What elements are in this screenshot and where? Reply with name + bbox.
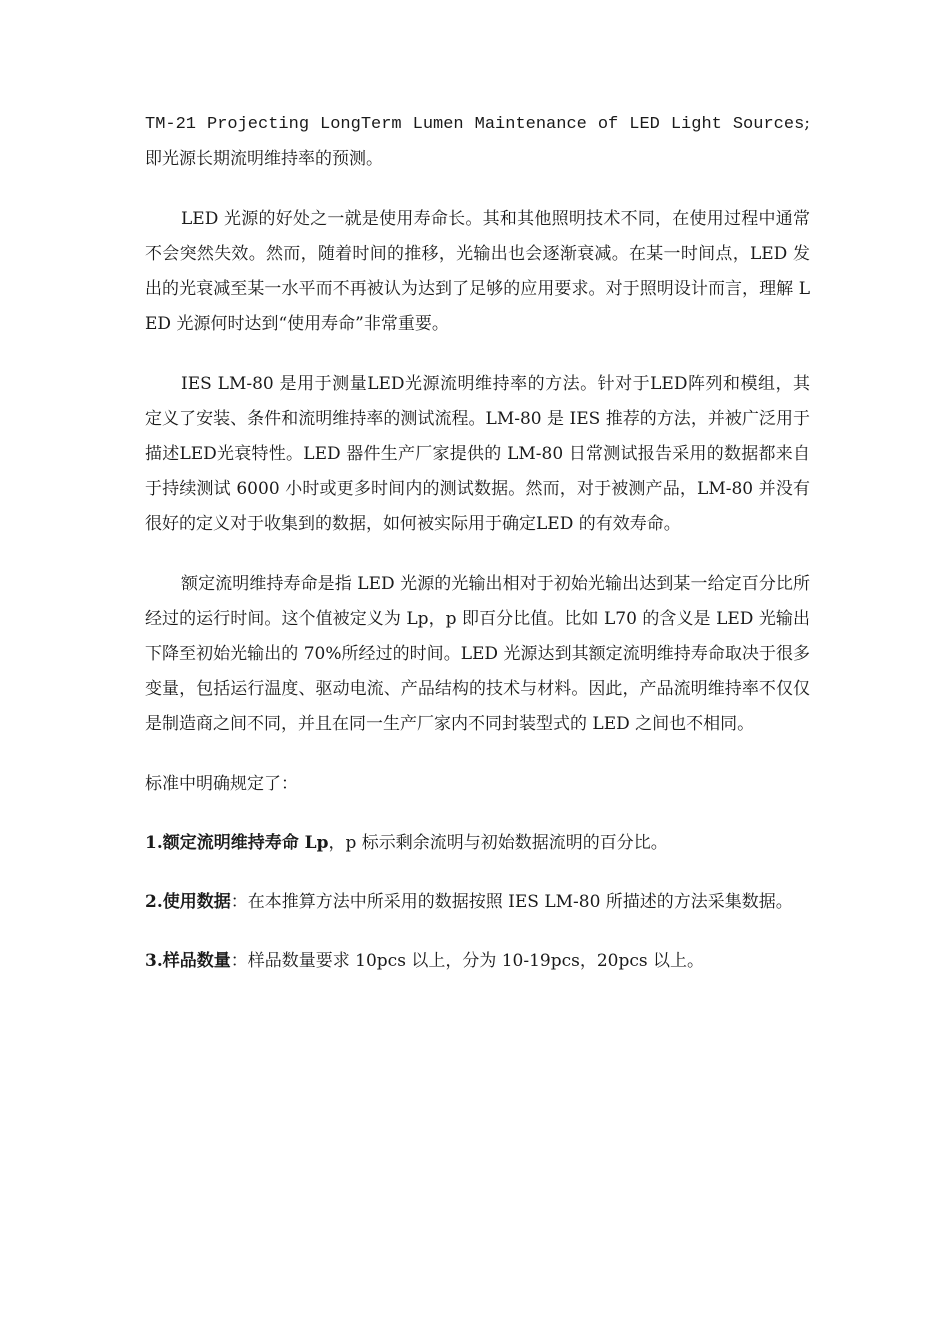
standard-intro: 标准中明确规定了： <box>145 774 298 794</box>
list-item-text: ：在本推算方法中所采用的数据按照 IES LM-80 所描述的方法采集数据。 <box>230 892 793 912</box>
list-item-title: 2.使用数据 <box>145 892 231 912</box>
intro-separator: ; <box>804 113 810 133</box>
intro-text: 即光源长期流明维持率的预测。 <box>145 149 383 169</box>
body-paragraph-lm80: IES LM-80 是用于测量LED光源流明维持率的方法。针对于LED阵列和模组，其定义了安装、条件和流明维持率的测试流程。LM-80 是 IES 推荐的方法，并被广泛用于描述LED光衰特性。LED 器件生产厂家提供的 LM-80 日常测试报告采用的数据都来自于持续测试 6000 小时或更多时间内的测试数据。然而，对于被测产品，LM-80 并没有很好的定义对于收集到的数据，如何被实际用于确定LED 的有效寿命。 <box>145 374 810 534</box>
intro-paragraph <box>145 106 810 177</box>
list-item-title: 1.额定流明维持寿命 Lp <box>145 833 329 853</box>
body-paragraph-led-lifetime: LED 光源的好处之一就是使用寿命长。其和其他照明技术不同，在使用过程中通常不会突然失效。然而，随着时间的推移，光输出也会逐渐衰减。在某一时间点，LED 发出的光衰减至某一水平而不再被认为达到了足够的应用要求。对于照明设计而言，理解 LED 光源何时达到“使用寿命”非常重要。 <box>145 209 810 334</box>
list-item-text: ，p 标示剩余流明与初始数据流明的百分比。 <box>328 833 668 853</box>
list-item <box>145 885 810 920</box>
standard-name: TM-21 Projecting LongTerm Lumen Maintenance of LED Light Sources <box>145 115 805 134</box>
list-item <box>145 826 810 861</box>
document-body <box>145 106 810 1003</box>
list-item <box>145 944 810 979</box>
list-item-text: ：样品数量要求 10pcs 以上，分为 10-19pcs，20pcs 以上。 <box>230 951 705 971</box>
body-paragraph-rated-lifetime: 额定流明维持寿命是指 LED 光源的光输出相对于初始光输出达到某一给定百分比所经过的运行时间。这个值被定义为 Lp，p 即百分比值。比如 L70 的含义是 LED 光输出下降至初始光输出的 70%所经过的时间。LED 光源达到其额定流明维持寿命取决于很多变量，包括运行温度、驱动电流、产品结构的技术与材料。因此，产品流明维持率不仅仅是制造商之间不同，并且在同一生产厂家内不同封装型式的 LED 之间也不相同。 <box>145 574 810 734</box>
list-item-title: 3.样品数量 <box>145 951 231 971</box>
